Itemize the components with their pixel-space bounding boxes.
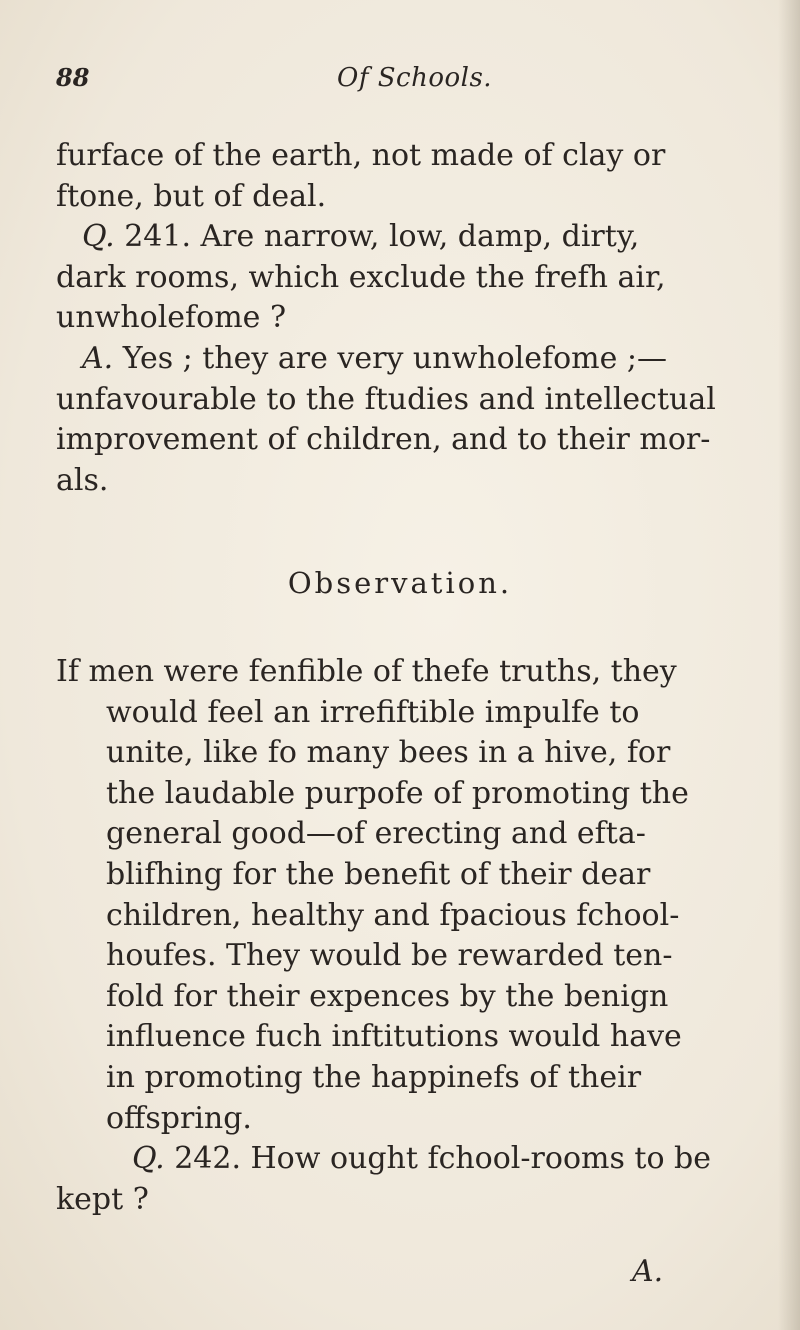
running-head: Of Schools. [337,63,493,93]
paragraph-line: fold for their expences by the benign [106,978,669,1014]
page-header [56,63,736,103]
question-line: unwholefome ? [56,300,287,336]
question-tag: Q. [82,219,115,255]
paragraph-line: If men were fenfible of thefe truths, they [56,654,677,689]
text-line: furface of the earth, not made of clay or [56,138,666,173]
question-line: dark rooms, which exclude the frefh air, [56,259,666,295]
paragraph-line: blifhing for the benefit of their dear [106,856,651,892]
answer-text: Yes ; they are very unwholefome ;— [122,341,667,376]
paragraph-line: the laudable purpofe of promoting the [106,775,689,811]
question-tag: Q. [132,1141,165,1176]
paragraph-line: general good—of erecting and efta- [106,816,646,852]
paragraph-line: offspring. [106,1100,252,1136]
text-line: ftone, but of deal. [56,178,327,214]
question-line [56,217,746,258]
answer-line: improvement of children, and to their mor- [56,422,711,458]
answer-241 [56,339,746,501]
question-242 [56,1139,746,1220]
page-number: 88 [56,63,90,92]
question-text: 242. How ought fchool-rooms to be [174,1141,711,1176]
question-text: 241. Are narrow, low, damp, dirty, [124,219,640,255]
paragraph-line: unite, like fo many bees in a hive, for [106,735,671,771]
answer-line [56,339,746,380]
section-heading: Observation. [287,566,513,600]
paragraph-line: would feel an irrefiftible impulfe to [106,694,640,730]
paragraph-line: in promoting the happinefs of their [106,1059,642,1095]
paragraph-line: houfes. They would be rewarded ten- [106,938,673,974]
paragraph-line: children, healthy and fpacious fchool- [106,897,680,933]
body-text-top [56,136,746,217]
question-line: kept ? [56,1181,149,1217]
observation-paragraph [56,652,746,1139]
answer-line: unfavourable to the ftudies and intellectual [56,381,716,417]
paragraph-line: influence fuch inftitutions would have [106,1019,682,1055]
question-241 [56,217,746,339]
catchword: A. [632,1254,664,1289]
question-line [56,1139,746,1180]
answer-line: als. [56,462,109,498]
answer-tag: A. [82,341,114,376]
